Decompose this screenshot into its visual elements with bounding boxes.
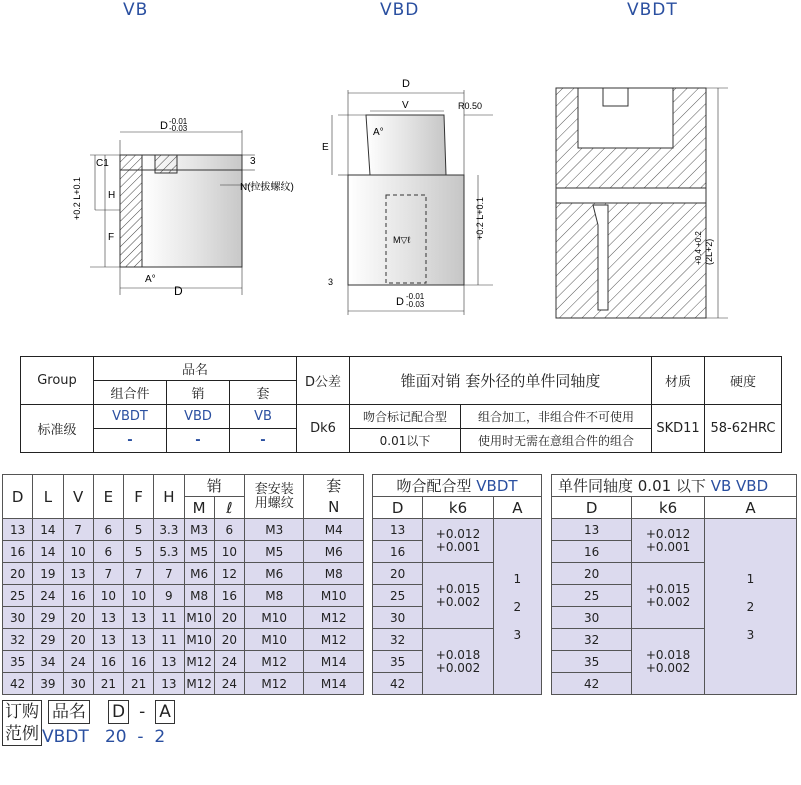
table-cell: 11: [154, 629, 184, 651]
table-cell: M10: [304, 585, 364, 607]
table-cell: 13: [93, 607, 123, 629]
table-cell: M10: [184, 607, 214, 629]
vbd-v-label: V: [402, 100, 409, 111]
dims-col-h: H: [154, 475, 184, 519]
k6-lower: +0.002: [435, 660, 481, 675]
table-cell: 3.3: [154, 519, 184, 541]
table-cell: 20: [214, 629, 244, 651]
coax-col-a: A: [704, 497, 796, 519]
spec-combo: 组合件: [94, 381, 167, 405]
table-cell: M10: [245, 629, 304, 651]
table-cell: 13: [3, 519, 33, 541]
table-row: [3, 673, 364, 695]
k6-cell: [423, 563, 493, 629]
fit-table: [372, 474, 542, 695]
table-cell: 7: [154, 563, 184, 585]
table-cell: 42: [373, 673, 423, 695]
dims-col-f: F: [124, 475, 154, 519]
table-cell: 16: [124, 651, 154, 673]
k6-cell: [632, 563, 705, 629]
table-cell: M6: [245, 563, 304, 585]
spec-vbd: VBD: [167, 405, 230, 429]
table-cell: 39: [33, 673, 63, 695]
spec-skd: SKD11: [652, 405, 705, 453]
vb-c1-label: C1: [96, 158, 109, 169]
table-cell: M10: [184, 629, 214, 651]
dims-col-pin-l: ℓ: [214, 497, 244, 519]
spec-hardness: 硬度: [705, 357, 782, 405]
table-cell: M14: [304, 651, 364, 673]
coax-title: 单件同轴度 0.01 以下: [558, 477, 706, 495]
vb-d-tol-top: -0.01: [169, 117, 188, 126]
dims-col-pin: 销: [184, 475, 245, 497]
table-cell: M5: [245, 541, 304, 563]
table-cell: M12: [304, 607, 364, 629]
vb-l-label: +0.2 L+0.1: [72, 176, 82, 220]
spec-vbdt: VBDT: [94, 405, 167, 429]
table-cell: 9: [154, 585, 184, 607]
table-cell: 5: [124, 541, 154, 563]
table-cell: 25: [552, 585, 632, 607]
table-cell: 20: [214, 607, 244, 629]
order-a: A: [155, 700, 175, 724]
coax-title-blue: VB VBD: [710, 477, 769, 495]
table-row: [3, 541, 364, 563]
table-cell: 10: [93, 585, 123, 607]
dims-col-sleeve-n: N: [304, 497, 364, 519]
spec-pin: 销: [167, 381, 230, 405]
k6-lower: +0.002: [645, 594, 691, 609]
table-cell: M5: [184, 541, 214, 563]
table-cell: 6: [214, 519, 244, 541]
spec-material: 材质: [652, 357, 705, 405]
table-cell: M10: [245, 607, 304, 629]
vbd-drawing: [318, 75, 518, 320]
title-vb: VB: [123, 0, 149, 20]
spec-dk6: Dk6: [297, 405, 350, 453]
title-vbdt: VBDT: [627, 0, 678, 20]
table-cell: 16: [373, 541, 423, 563]
fit-col-k6: k6: [423, 497, 493, 519]
vb-d-bottom-label: D: [174, 284, 183, 298]
table-cell: 35: [552, 651, 632, 673]
k6-upper: +0.018: [645, 647, 691, 662]
dimensions-table: [2, 474, 364, 695]
table-cell: 30: [373, 607, 423, 629]
table-cell: 13: [154, 651, 184, 673]
a-value: 3: [513, 628, 522, 642]
table-cell: 30: [3, 607, 33, 629]
vbd-r-label: R0.50: [458, 101, 483, 111]
table-cell: M12: [245, 673, 304, 695]
table-cell: 10: [124, 585, 154, 607]
table-cell: 29: [33, 607, 63, 629]
order-d: D: [108, 700, 129, 724]
order-name: 品名: [48, 700, 90, 724]
fit-col-d: D: [373, 497, 423, 519]
k6-upper: +0.015: [435, 581, 481, 596]
dims-col-screw: 套安装 用螺纹: [245, 475, 304, 519]
k6-lower: +0.001: [435, 539, 481, 554]
table-cell: 16: [93, 651, 123, 673]
table-row: [3, 607, 364, 629]
order-dash: -: [139, 702, 146, 722]
k6-lower: +0.001: [645, 539, 691, 554]
table-cell: 30: [552, 607, 632, 629]
table-cell: 32: [552, 629, 632, 651]
table-cell: M12: [245, 651, 304, 673]
table-cell: 42: [3, 673, 33, 695]
order-example: [2, 700, 175, 747]
coax-table: [551, 474, 797, 695]
table-cell: 12: [214, 563, 244, 585]
k6-lower: +0.002: [435, 594, 481, 609]
table-cell: M8: [184, 585, 214, 607]
dims-col-v: V: [63, 475, 93, 519]
k6-upper: +0.015: [645, 581, 691, 596]
table-cell: 13: [63, 563, 93, 585]
table-cell: 25: [3, 585, 33, 607]
vbd-d-bottom-label: D: [396, 296, 404, 308]
table-cell: 13: [124, 607, 154, 629]
table-cell: 20: [3, 563, 33, 585]
order-label2: 范例: [5, 724, 39, 744]
table-cell: M8: [304, 563, 364, 585]
table-cell: 6: [93, 541, 123, 563]
k6-cell: [632, 629, 705, 695]
table-cell: 21: [93, 673, 123, 695]
vbd-e-label: E: [322, 142, 329, 153]
k6-cell: [632, 519, 705, 563]
vb-f-label: F: [108, 232, 115, 243]
a-value: 1: [746, 572, 755, 586]
spec-hrc: 58-62HRC: [705, 405, 782, 453]
table-cell: 32: [373, 629, 423, 651]
table-row: [3, 629, 364, 651]
table-cell: 19: [33, 563, 63, 585]
vb-3-label: 3: [250, 156, 256, 167]
order-example-text: VBDT 20 - 2: [42, 727, 166, 747]
table-cell: 14: [33, 519, 63, 541]
coax-col-k6: k6: [632, 497, 705, 519]
table-cell: 20: [63, 629, 93, 651]
table-cell: 7: [124, 563, 154, 585]
a-value: 2: [746, 600, 755, 614]
k6-cell: [423, 629, 493, 695]
table-cell: M12: [184, 673, 214, 695]
spec-dash2: -: [167, 429, 230, 453]
table-cell: M3: [245, 519, 304, 541]
spec-coax: 锥面对销 套外径的单件同轴度: [350, 357, 652, 405]
table-cell: 20: [552, 563, 632, 585]
table-cell: 5.3: [154, 541, 184, 563]
table-cell: M3: [184, 519, 214, 541]
table-cell: 32: [3, 629, 33, 651]
spec-table: [20, 356, 782, 453]
vb-d-tol-bot: -0.03: [169, 124, 188, 133]
vb-drawing: [70, 110, 330, 320]
vbdt-len-label: (2L+2): [704, 238, 714, 265]
table-cell: 25: [373, 585, 423, 607]
spec-dash3: -: [230, 429, 297, 453]
table-cell: 35: [3, 651, 33, 673]
vb-a-label: A°: [145, 274, 156, 285]
table-cell: 42: [552, 673, 632, 695]
table-cell: 24: [63, 651, 93, 673]
spec-vb: VB: [230, 405, 297, 429]
spec-std: 标准级: [21, 405, 94, 453]
spec-match-val: 0.01以下: [350, 429, 461, 453]
dims-col-l: L: [33, 475, 63, 519]
table-cell: 24: [214, 673, 244, 695]
a-value: 3: [746, 628, 755, 642]
table-row: [552, 519, 797, 541]
a-cell: [493, 519, 541, 695]
table-cell: 16: [63, 585, 93, 607]
dims-col-d: D: [3, 475, 33, 519]
table-cell: M12: [304, 629, 364, 651]
vbdt-tol-label: +0.4 +0.2: [694, 231, 703, 265]
table-cell: 20: [63, 607, 93, 629]
a-value: 2: [513, 600, 522, 614]
table-cell: 21: [124, 673, 154, 695]
vbd-d-label: D: [402, 78, 410, 90]
spec-dash1: -: [94, 429, 167, 453]
table-cell: 13: [93, 629, 123, 651]
a-value: 1: [513, 572, 522, 586]
table-cell: 11: [154, 607, 184, 629]
spec-dtol: D公差: [297, 357, 350, 405]
vbd-a-label: A°: [373, 127, 384, 138]
dims-col-sleeve: 套: [304, 475, 364, 497]
vbd-m-label: M▽ℓ: [393, 235, 411, 245]
table-cell: M12: [184, 651, 214, 673]
table-cell: 7: [63, 519, 93, 541]
table-cell: 16: [3, 541, 33, 563]
vbd-d-tol-top: -0.01: [406, 292, 425, 301]
spec-match-label: 吻合标记配合型: [350, 405, 461, 429]
k6-lower: +0.002: [645, 660, 691, 675]
k6-cell: [423, 519, 493, 563]
spec-sleeve: 套: [230, 381, 297, 405]
table-row: [3, 563, 364, 585]
vb-n-label: N(拉拔螺纹): [240, 182, 294, 193]
table-cell: 24: [214, 651, 244, 673]
table-cell: M8: [245, 585, 304, 607]
table-cell: 6: [93, 519, 123, 541]
table-cell: 20: [373, 563, 423, 585]
table-cell: 13: [552, 519, 632, 541]
table-row: [3, 585, 364, 607]
table-cell: 13: [124, 629, 154, 651]
table-cell: 16: [552, 541, 632, 563]
table-row: [3, 651, 364, 673]
table-cell: 14: [33, 541, 63, 563]
k6-upper: +0.012: [645, 526, 691, 541]
table-cell: M6: [304, 541, 364, 563]
coax-col-d: D: [552, 497, 632, 519]
dims-col-pin-m: M: [184, 497, 214, 519]
table-cell: 16: [214, 585, 244, 607]
table-cell: 10: [214, 541, 244, 563]
vb-h-label: H: [108, 190, 116, 201]
table-row: [3, 519, 364, 541]
vb-d-top-label: D: [160, 120, 168, 132]
spec-group: Group: [21, 357, 94, 405]
table-cell: 29: [33, 629, 63, 651]
spec-name: 品名: [94, 357, 297, 381]
fit-col-a: A: [493, 497, 541, 519]
table-cell: 30: [63, 673, 93, 695]
vbd-l-label: +0.2 L+0.1: [475, 196, 485, 240]
table-row: [373, 519, 542, 541]
vbd-3-label: 3: [328, 277, 334, 287]
fit-title-blue: VBDT: [476, 477, 518, 495]
vbd-d-tol-bot: -0.03: [406, 300, 425, 309]
dims-col-e: E: [93, 475, 123, 519]
vbdt-drawing: [548, 80, 728, 325]
table-cell: M14: [304, 673, 364, 695]
title-vbd: VBD: [380, 0, 420, 20]
table-cell: M4: [304, 519, 364, 541]
a-cell: [704, 519, 796, 695]
spec-nomatch-note: 使用时无需在意组合件的组合: [461, 429, 652, 453]
k6-upper: +0.018: [435, 647, 481, 662]
table-cell: 34: [33, 651, 63, 673]
table-cell: 35: [373, 651, 423, 673]
fit-title: 吻合配合型: [396, 477, 472, 495]
table-cell: 10: [63, 541, 93, 563]
order-label1: 订购: [5, 702, 39, 722]
table-cell: 13: [154, 673, 184, 695]
k6-upper: +0.012: [435, 526, 481, 541]
table-cell: M6: [184, 563, 214, 585]
table-cell: 5: [124, 519, 154, 541]
table-cell: 13: [373, 519, 423, 541]
table-cell: 24: [33, 585, 63, 607]
table-cell: 7: [93, 563, 123, 585]
spec-combo-note: 组合加工，非组合件不可使用: [461, 405, 652, 429]
